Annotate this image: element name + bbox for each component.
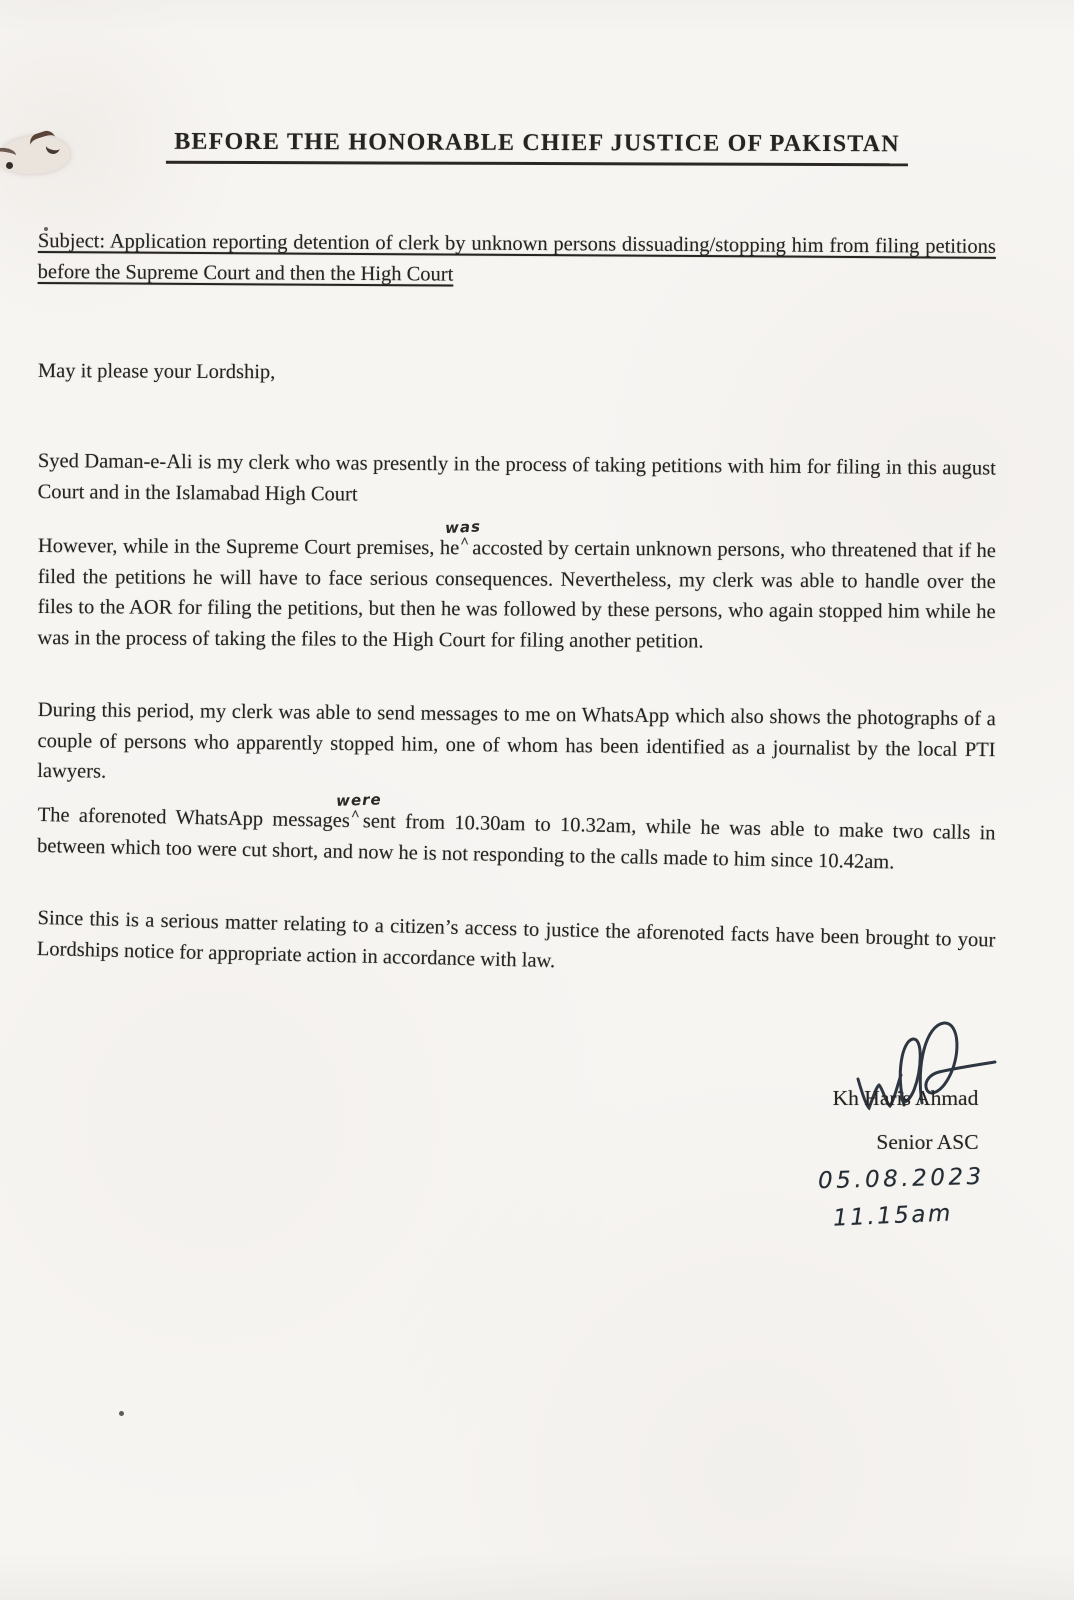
caret-mark: ^ [460,534,470,551]
handwritten-date: 05.08.2023 [817,1163,986,1195]
salutation: May it please your Lordship, [37,359,276,384]
handwritten-insertion-were [335,790,383,827]
signatory-designation: Senior ASC [876,1130,979,1154]
handwritten-time: 11.15am [832,1200,954,1232]
caret-mark: ^ [350,807,360,824]
letter-heading-wrap [0,128,1074,167]
letter-heading: BEFORE THE HONORABLE CHIEF JUSTICE OF PAKISTAN [166,129,908,167]
paragraph-2-text-before: However, while in the Supreme Court premises, he [37,534,460,560]
handwritten-word-was: was [444,517,482,537]
paragraph-2-text-after: accosted by certain unknown persons, who threatened that if he filed the petitions he will have to face serious consequences. Nevertheless, my clerk was able to handle over the files to the AOR for filing the petitions, but then he was followed by these persons, who again stopped him while he was in the process of taking the files to the High Court for filing another petition. [37,537,996,652]
handwritten-word-were: were [335,790,383,810]
paragraph-4 [36,790,996,879]
paragraph-5: Since this is a serious matter relating to a citizen’s access to justice the aforenoted facts have been brought to your Lordships notice for appropriate action in accordance with law. [36,906,996,972]
paragraph-1: Syed Daman-e-Ali is my clerk who was presently in the process of taking petitions with him for filing in this august Court and in the Islamabad High Court [37,449,996,506]
paragraph-4-text-after: sent from 10.30am to 10.32am, while he was able to make two calls in between which too were cut short, and now he is not responding to the calls made to him since 10.42am. [36,810,996,873]
paragraph-2 [37,517,996,658]
paragraph-4-text-before: The aforenoted WhatsApp messages [37,803,351,832]
paper-speck [119,1411,124,1416]
handwritten-insertion-was [444,517,482,555]
signatory-name: Kh Haris Ahmad [832,1086,979,1110]
paragraph-3: During this period, my clerk was able to send messages to me on WhatsApp which also shows the photographs of a couple of persons who apparently stopped him, one of whom has been identified as a journalist by the local PTI lawyers. [37,698,996,783]
subject-line: Subject: Application reporting detention of clerk by unknown persons dissuading/stopping him from filing petitions before the Supreme Court and then the High Court [37,229,996,286]
